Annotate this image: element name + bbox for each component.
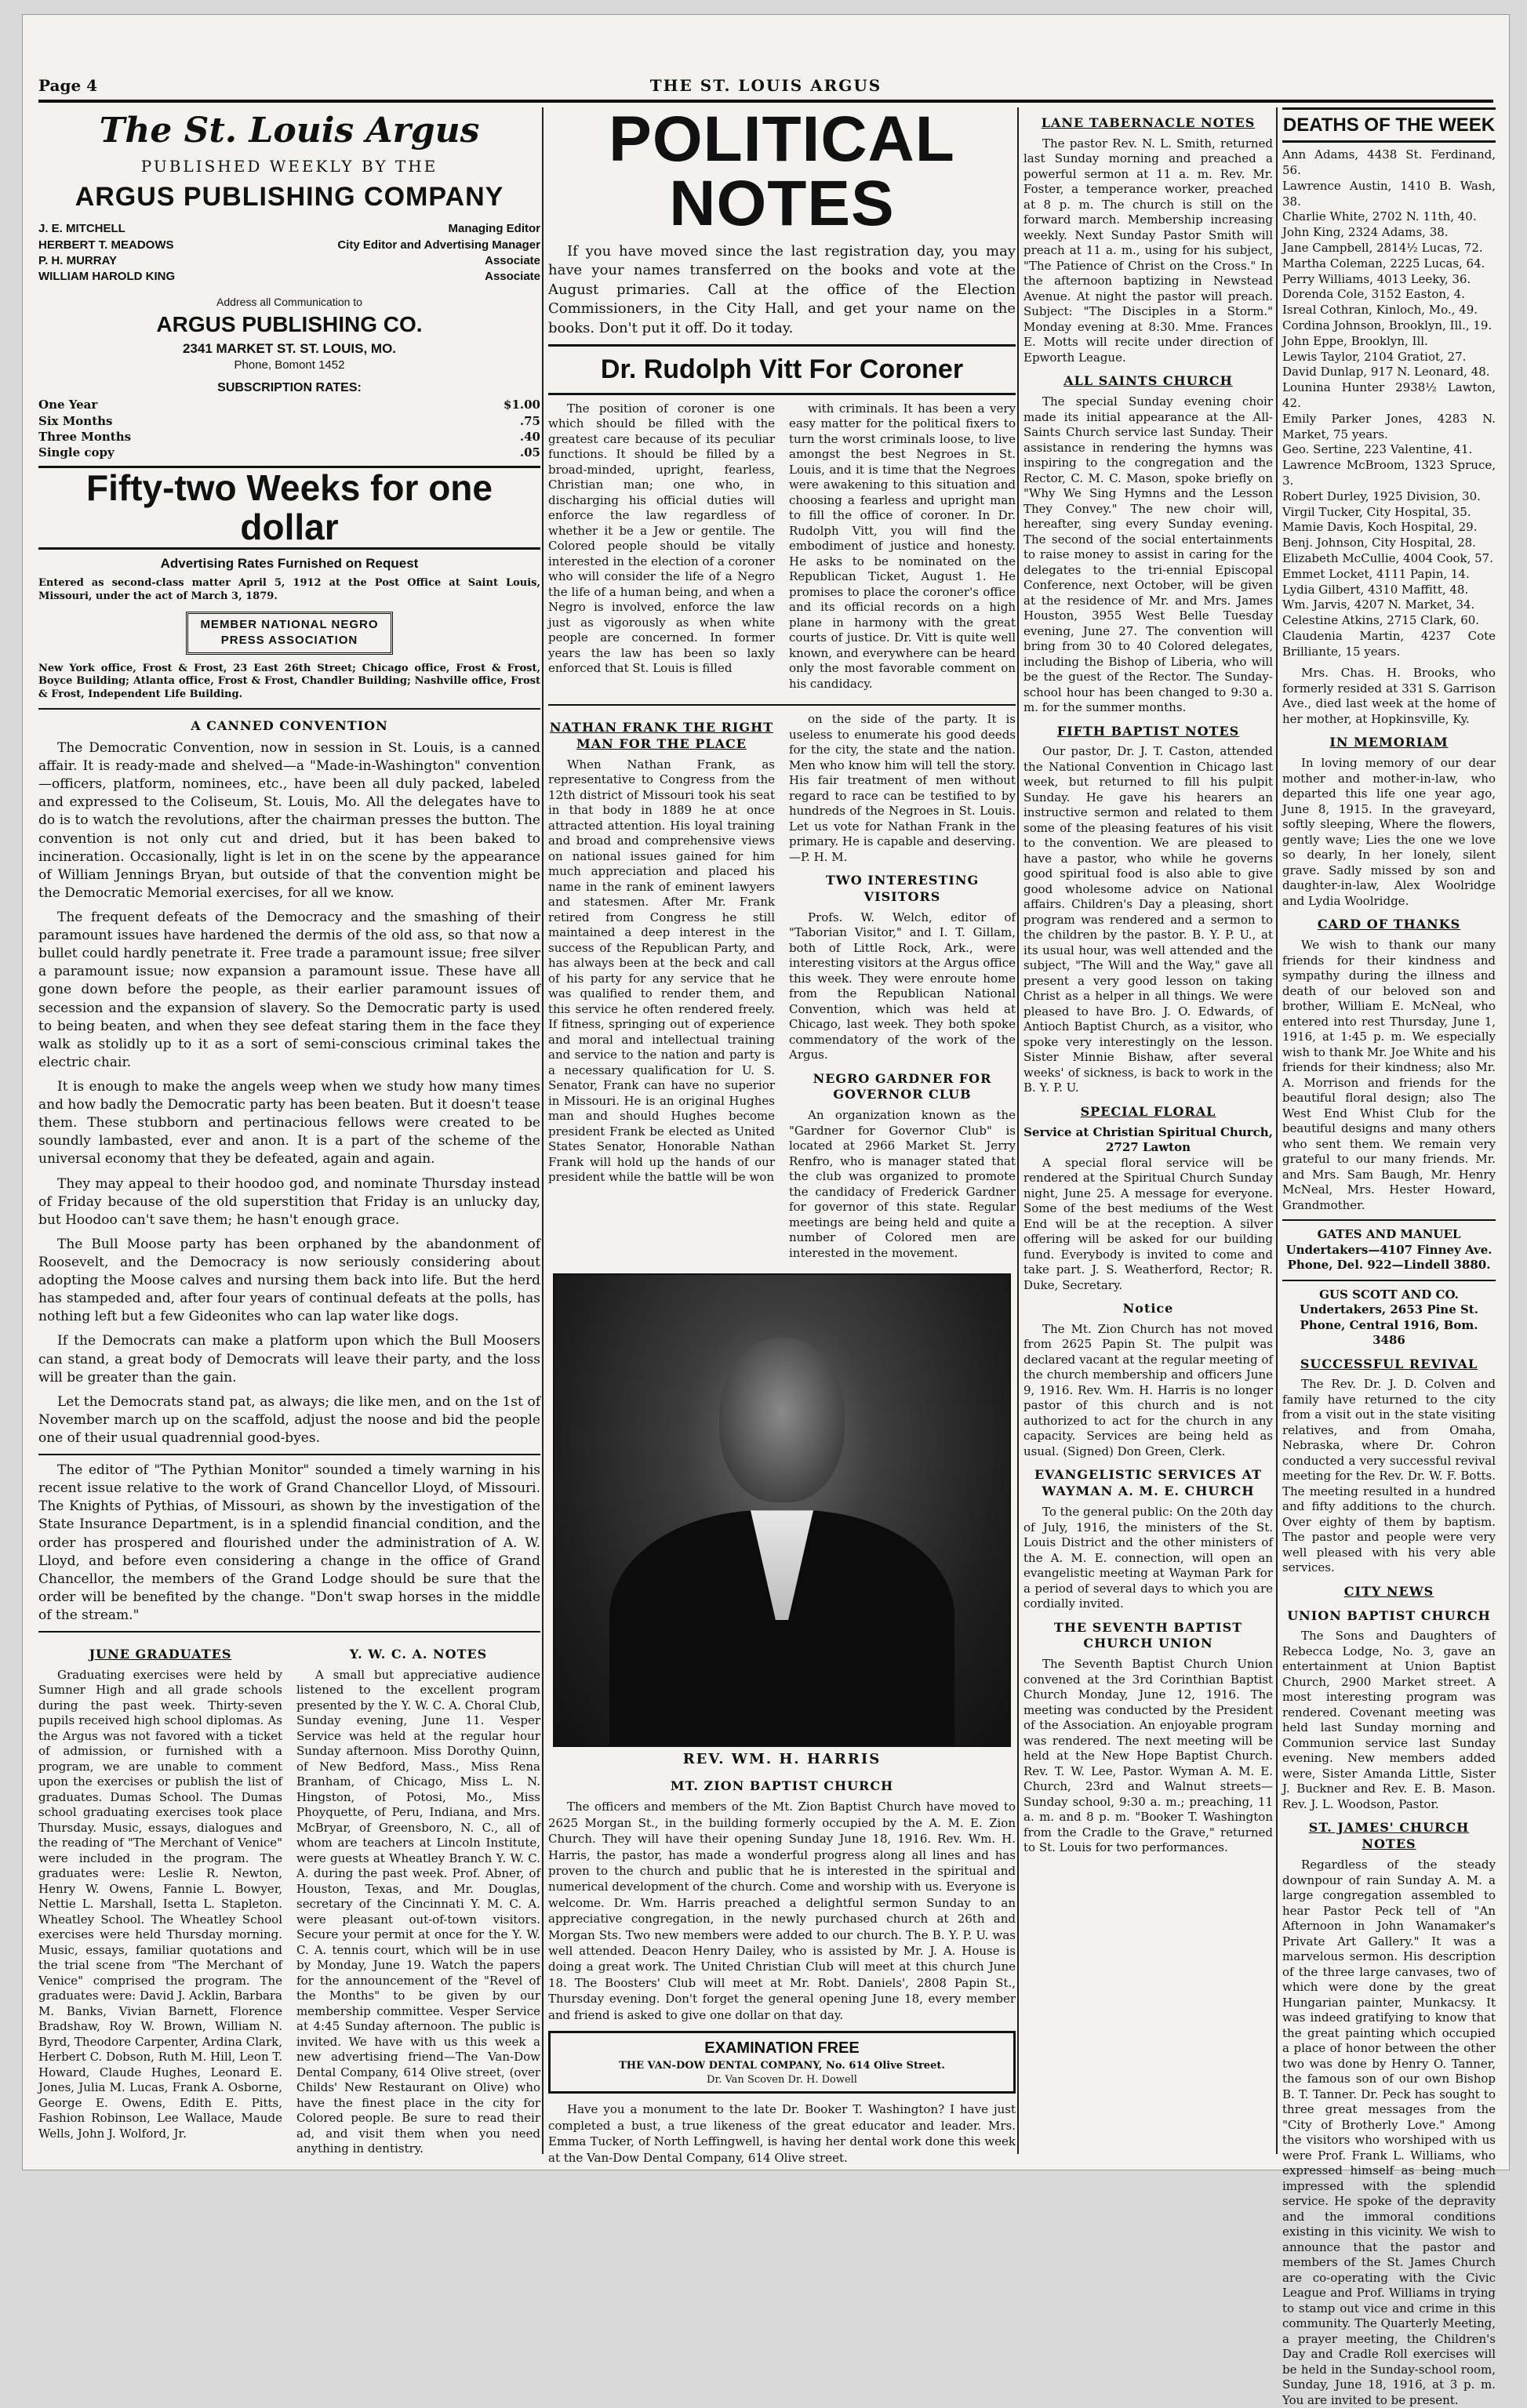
card-of-thanks-headline: CARD OF THANKS	[1317, 917, 1461, 932]
death-entry: Emmet Locket, 4111 Papin, 14.	[1282, 566, 1470, 581]
brooks-notice: Mrs. Chas. H. Brooks, who formerly resided at 331 S. Garrison Ave., died last week at the home of her mother, at Hopkinsville, Ky.	[1282, 666, 1496, 726]
editorial-paragraph: Let the Democrats stand pat, as always; die like men, and on the 1st of November march up on the scaffold, adjust the noose and bid the people one of their usual quadrennial good-byes.	[38, 1393, 540, 1446]
editorial-paragraph: If the Democrats can make a platform upon which the Bull Moosers can stand, a great body of Democrats will leave their party, and the loss will be greater than the gain.	[38, 1333, 540, 1386]
death-entry: Lounina Hunter 2938½ Lawton, 42.	[1282, 380, 1496, 410]
offices-note: New York office, Frost & Frost, 23 East 26th Street; Chicago office, Frost & Frost, Boyce Building; Atlanta office, Frost & Frost, Chandler Building; Nashville office, Frost & Frost, Independent Life Building.	[38, 662, 540, 701]
ywca-notes-headline: Y. W. C. A. NOTES	[349, 1647, 488, 1662]
rate-row: One Year $1.00	[38, 398, 540, 412]
union-baptist-text: The Sons and Daughters of Rebecca Lodge, No. 3, gave an entertainment at Union Baptist Church, 2900 Market street. A most interesting program was rendered. Covenant meeting was held last Sunday morning and Communion service last Sunday evening. New members added were, Sister Amanda Little, Sister J. Buckner and Rev. E. B. Mason. Rev. J. L. Woodson, Pastor.	[1282, 1629, 1496, 1811]
death-entry: Virgil Tucker, City Hospital, 35.	[1282, 504, 1471, 519]
death-entry: Lydia Gilbert, 4310 Maffitt, 48.	[1282, 582, 1469, 597]
evangelistic-text: To the general public: On the 20th day of July, 1916, the ministers of the St. Louis District and the other ministers of the A. M. E. connection, will open an evangelistic meeting at Wayman Park for a period of several days to which you are cordially invited.	[1023, 1505, 1273, 1611]
all-saints-text: The special Sunday evening choir made its initial appearance at the All-Saints Church service last Sunday. Their assistance in rendering the hymns was inspiring to the congregation and the Rector, C. M. C. Mason, spoke briefly on "Why We Sing Hymns and the Lesson They Convey." The new choir will, hereafter, sing every Sunday evening. The second of the social entertainments to raise money to assist in caring for the delegates to the tri-ennial Episcopal Conference, next October, will be given at the residence of Mr. and Mrs. James Houston, 3955 West Belle Tuesday evening, June 27. The convention will bring from 30 to 40 Colored delegates, including the Bishop of Liberia, who will be the guest of the Rector. The Sunday-school hour has been changed to 9:30 a. m. for the summer months.	[1023, 394, 1273, 715]
editorial-paragraph: It is enough to make the angels weep when we study how many times and how badly the Democratic party has been beaten. But it doesn't tease them. These stubborn and pertinacious fellows were created to be soundly lambasted, ever and anon. It is a part of the scheme of the universal economy that they be defeated, again and again.	[38, 1078, 540, 1168]
lane-tabernacle-text: The pastor Rev. N. L. Smith, returned last Sunday morning and preached a powerful sermon at 11 a. m. Rev. Mr. Foster, a temperance worker, preached at 8 p. m. The church is still on the forward march. Membership increasing weekly. Next Sunday Pastor Smith will preach at 11 a. m., using for his subject, "The Patience of Christ on the Cross." In the afternoon baptizing in Newstead Avenue. At night the pastor will preach. Subject: "The Disciples in a Storm." Monday evening at 8:30. Mme. Frances E. Motts will recite under direction of Epworth League.	[1023, 136, 1273, 365]
st-james-headline: ST. JAMES' CHURCH NOTES	[1308, 1820, 1470, 1852]
column-church-notes	[1023, 107, 1273, 2152]
ad-people: Dr. Van Scoven Dr. H. Dowell	[707, 2073, 857, 2086]
all-saints-headline: ALL SAINTS CHURCH	[1063, 373, 1233, 389]
staff-list	[38, 221, 540, 285]
portrait-face	[719, 1338, 845, 1502]
rate-row: Six Months .75	[38, 413, 540, 428]
frank-text: When Nathan Frank, as representative to Congress from the 12th district of Missouri took his seat in that body in 1889 he at once attracted attention. His loyal training and broad and comprehensive views on national issues gained for him much appreciation and placed his name in the rank of eminent lawyers and statesmen. After Mr. Frank retired from Congress he still maintained a deep interest in the success of the Republican Party, and has always been at the beck and call of his party for any service that he was qualified to render them, and this service he often rendered freely. If fitness, springing out of experience and moral and intellectual training and service to the nation and party is a necessary qualification for U. S. Senator, Frank can have no superior in Missouri. He is an original Hughes man and should Hughes become president Frank be elected as United States Senator, Honorable Nathan Frank will hold up the hands of our president while the battle will be won	[548, 757, 775, 1185]
frank-headline: NATHAN FRANK THE RIGHT MAN FOR THE PLACE	[549, 720, 774, 751]
death-entry: Charlie White, 2702 N. 11th, 40.	[1282, 209, 1477, 224]
june-graduates-text: Graduating exercises were held by Sumner High and all grade schools during the past week. Thirty-seven pupils received high school diplomas. As the Argus was not favored with a ticket of admission, or furnished with a program, we are unable to comment upon the exercises or publish the list of graduates. Dumas School. The Dumas school graduating exercises took place Thursday. Music, essays, dialogues and the reading of "The Merchant of Venice" were included in the program. The graduates were: Leslie R. Newton, Henry W. Owens, Fannie L. Bowyer, Nettie L. Marshall, Isetta L. Stapleton. Wheatley School. The Wheatley School exercises were held Thursday morning. Music, essays, familiar quotations and the trial scene from "The Merchant of Venice" comprised the program. The graduates were: David J. Acklin, Barbara M. Banks, Vivian Barnett, Florence Bradshaw, Roy W. Brown, William N. Byrd, Theodore Carpenter, Ardina Clark, Herbert C. Dobson, Ruth M. Hill, Leon T. Howard, Claude Hughes, Leonard E. Jones, Julia M. Lucas, Frank A. Osborne, George E. Owens, Edith E. Pitts, Fashion Robinson, Lee Wallace, Maude Wells, John J. Wolford, Jr.	[38, 1667, 282, 2141]
staff-row: J. E. MITCHELL Managing Editor	[38, 222, 540, 236]
divider	[38, 1631, 540, 1633]
divider	[548, 704, 1016, 706]
st-james-text: Regardless of the steady downpour of rain Sunday A. M. a large congregation assembled to hear Pastor Peck tell of "An Afternoon in John Wanamaker's Private Art Gallery." It was a marvelous sermon. His description of the three large canvases, two of which were done by the great Hungarian painter, Munkacsy. It was indeed gratifying to know that the great painting which occupied a place of honor between the other two was done by Henry O. Tanner, the famous son of our own Bishop B. T. Tanner. Dr. Peck has sought to three great messages from the "City of Brotherly Love." Among the visitors who worshiped with us were Prof. Frank L. Williams, who expressed himself as being much impressed with the splendid service. He spoke of the depravity and the immoral conditions existing in this vicinity. We wish to announce that the pastor and members of the St. James Church are co-operating with the Civic League and Prof. Williams in trying to stamp out vice and crime in this community. The Quarterly Meeting, a prayer meeting, the Children's Day and Cradle Roll exercises will be held in the Sunday-school room, Sunday, June 18, 1916, at 3 p. m. You are invited to be present.	[1282, 1858, 1496, 2407]
frank-and-visitors	[548, 712, 1016, 1267]
death-entry: Jane Campbell, 2814½ Lucas, 72.	[1282, 240, 1483, 255]
fifth-baptist-text: Our pastor, Dr. J. T. Caston, attended the National Convention in Chicago last week, but returned to fill his pulpit Sunday. He gave his hearers an instructive sermon and related to them some of the pleasing features of his visit to the convention. We are pleased to have a pastor, who while he governs good spiritual food is also able to give good wholesome advice on National affairs. Children's Day a pleasing, short program was rendered and a sermon to the children by the pastor. B. Y. P. U., at its usual hour, was well attended and the subject, "The Will and the Way," gave all present a very good lesson on taking Christ as a helper in all things. We were pleased to have Bro. J. O. Edwards, of Antioch Baptist Church, as a visitor, who spoke very interestingly on the lesson. Sister Minnie Bishaw, after several weeks' of sickness, is back to work in the B. Y. P. U.	[1023, 744, 1273, 1095]
published-line: PUBLISHED WEEKLY BY THE	[140, 156, 438, 176]
ywca-notes-text: A small but appreciative audience listened to the excellent program presented by the Y. W. C. A. Choral Club, Sunday evening, June 11. Vesper Service was held at the regular hour Sunday afternoon. Miss Dorothy Quinn, of New Bedford, Mass., Miss Rena Branham, of Chicago, Miss L. N. Hingston, of Potosi, Mo., Miss Phoyquette, of Peru, Indiana, and Mrs. McBryar, of Greensboro, N. C., all of whom are teachers at Lincoln Institute, were guests at Wheatley Branch Y. W. C. A. during the past week. Prof. Abner, of Houston, Texas, and Mr. Douglas, secretary of the Cincinnati Y. M. C. A. were pleasant out-of-town visitors. Secure your permit at once for the Y. W. C. A. tennis court, which will be in use by Monday, June 19. Watch the papers for the announcement of the "Revel of the Months" to be given by our membership committee. Vesper Service at 4:45 Sunday afternoon. The public is invited. We have with us this week a new advertising friend—The Van-Dow Dental Company, 614 Olive street, (over Childs' New Restaurant on Olive) who have the finest place in the city for Colored people. Be sure to read their ad, and visit them when you need anything in dentistry.	[296, 1667, 540, 2156]
death-entry: John Eppe, Brooklyn, Ill.	[1282, 333, 1428, 348]
death-entry: Cordina Johnson, Brooklyn, Ill., 19.	[1282, 318, 1492, 332]
dental-ad	[548, 2031, 1016, 2094]
death-entry: Ann Adams, 4438 St. Ferdinand, 56.	[1282, 147, 1496, 177]
running-title: THE ST. LOUIS ARGUS	[649, 76, 882, 95]
death-entry: Emily Parker Jones, 4283 N. Market, 75 years.	[1282, 411, 1496, 441]
death-entry: Celestine Atkins, 2715 Clark, 60.	[1282, 613, 1480, 628]
death-entry: John King, 2324 Adams, 38.	[1282, 225, 1449, 240]
deaths-list	[1282, 147, 1496, 659]
running-head	[38, 76, 1493, 103]
seventh-baptist-headline: THE SEVENTH BAPTIST CHURCH UNION	[1053, 1619, 1243, 1651]
death-entry: David Dunlap, 917 N. Leonard, 48.	[1282, 365, 1490, 380]
entered-note: Entered as second-class matter April 5, 1912 at the Post Office at Saint Louis, Missouri, under the act of March 3, 1879.	[38, 577, 540, 602]
publisher-name: ARGUS PUBLISHING COMPANY	[75, 182, 504, 212]
slogan: Fifty-two Weeks for one dollar	[38, 466, 540, 550]
gardner-text: An organization known as the "Gardner for Governor Club" is located at 2966 Market St. Jerry Renfro, who is manager stated that the club was organized to promote the candidacy of Frederick Gardner for governor of this state. Regular meetings are being held and quite a number of Colored men are interested in the movement.	[789, 1108, 1016, 1260]
column-masthead-editorial	[38, 107, 540, 2156]
revival-headline: SUCCESSFUL REVIVAL	[1300, 1356, 1478, 1371]
death-entry: Benj. Johnson, City Hospital, 28.	[1282, 536, 1476, 550]
notice-text: The Mt. Zion Church has not moved from 2625 Papin St. The pulpit was declared vacant at the regular meeting of the church membership and officers June 9, 1916. Rev. Wm. H. Harris is no longer pastor of this church and is not authorized to act for the church in any capacity. Services are being held as usual. (Signed) Don Green, Clerk.	[1023, 1321, 1273, 1458]
portrait-photo	[553, 1273, 1011, 1747]
paper-nameplate: The St. Louis Argus	[99, 111, 480, 151]
staff-row: WILLIAM HAROLD KING Associate	[38, 270, 540, 284]
special-floral-headline: SPECIAL FLORAL	[1080, 1103, 1216, 1119]
death-entry: Mamie Davis, Koch Hospital, 29.	[1282, 520, 1478, 535]
vitt-text-left: The position of coroner is one which should be filled with the greatest care because of its peculiar functions. It should be filled by a broad-minded, upright, fearless, Christian man; one who, in discharging his official duties will enforce the law regardless of whether it be a Jew or gentile. The Colored people should be vitally interested in the election of a coroner who will consider the life of a Negro the life of a human being, and when a Negro is involved, enforce the law just as vigorously as when white people are concerned. In former years the law has been so laxly enforced that St. Louis is filled	[548, 401, 775, 676]
ad-company: THE VAN-DOW DENTAL COMPANY, No. 614 Olive Street.	[619, 2060, 945, 2072]
divider	[1282, 1219, 1496, 1221]
death-entry: Lewis Taylor, 2104 Gratiot, 27.	[1282, 349, 1467, 364]
rates-table	[38, 397, 540, 461]
death-entry: Geo. Sertine, 223 Valentine, 41.	[1282, 442, 1473, 457]
death-entry: Robert Durley, 1925 Division, 30.	[1282, 489, 1481, 503]
divider	[38, 1454, 540, 1455]
editorial-headline: A CANNED CONVENTION	[191, 718, 388, 734]
column-political	[548, 104, 1016, 2165]
column-rule	[1276, 107, 1278, 2154]
editorial-paragraph: The frequent defeats of the Democracy and the smashing of their paramount issues have hardened the dermis of the old ass, so that now a bullet could hardly penetrate it. Free trade a paramount issue; free silver a paramount issue; now expansion a paramount issue. These have all gone down before the people, as their earlier paramount issues of secession and the expansion of slavery. So the Democratic party is used to being beaten, and when they see defeat staring them in the face they walk as stolidly up to it as a sort of semi-conscious criminal takes the electric chair.	[38, 910, 540, 1070]
divider	[1282, 1280, 1496, 1281]
death-entry: Elizabeth McCullie, 4004 Cook, 57.	[1282, 550, 1493, 565]
masthead	[38, 107, 540, 215]
death-entry: Claudenia Martin, 4237 Cote Brilliante, 15 years.	[1282, 628, 1496, 659]
lane-tabernacle-headline: LANE TABERNACLE NOTES	[1041, 115, 1256, 130]
vitt-text-right: with criminals. It has been a very easy matter for the political fixers to turn the worst criminals loose, to live amongst the best Negroes in St. Louis, and it is time that the Negroes were awakening to this situation and choosing a fearless and upright man to fill the office of coroner. In Dr. Rudolph Vitt, you will find the embodiment of justice and honesty. He asks to be nominated on the Republican Ticket, August 1. He promises to place the coroner's office and its official records on a high plane in harmony with the great courts of justice. Dr. Vitt is quite well known, and everywhere can be heard only the most favorable comment on his candidacy.	[789, 401, 1016, 691]
column-deaths-notices	[1282, 107, 1496, 2407]
zion-headline: MT. ZION BAPTIST CHURCH	[670, 1778, 894, 1793]
death-entry: Lawrence Austin, 1410 B. Wash, 38.	[1282, 178, 1496, 209]
political-intro: If you have moved since the last registration day, you may have your names transferred on the books and vote at the August primaries. Call at the office of the Election Commissioners, in the City Hall, and get your name on the books. Don't put it off. Do it today.	[548, 243, 1016, 336]
editorial-paragraph: The editor of "The Pythian Monitor" sounded a timely warning in his recent issue relative to the work of Grand Chancellor Lloyd, of Missouri. The Knights of Pythias, of Missouri, as shown by the investigation of the State Insurance Department, is in a splendid financial condition, and the order has prospered and flourished under the administration of A. W. Lloyd, and before even considering a change in the office of Grand Chancellor, the members of the Grand Lodge should be sure that the order will be benefited by the change. "Don't swap horses in the middle of the stream."	[38, 1462, 540, 1623]
memoriam-text: In loving memory of our dear mother and mother-in-law, who departed this life one year ago, June 8, 1915. In the graveyard, softly sleeping, Where the flowers, gently wave; Lies the one we love so dearly, In her lonely, silent grave. Sadly missed by son and daughter-in-law, Alex Woolridge and Lydia Woolridge.	[1282, 756, 1496, 908]
death-entry: Lawrence McBroom, 1323 Spruce, 3.	[1282, 458, 1496, 488]
vitt-headline: Dr. Rudolph Vitt For Coroner	[548, 344, 1016, 394]
column-rule	[542, 107, 544, 2154]
seventh-baptist-text: The Seventh Baptist Church Union convened at the 3rd Corinthian Baptist Church Monday, June 12, 1916. The meeting was conducted by the President of the Association. An enjoyable program was rendered. The next meeting will be held at the New Hope Baptist Church. Rev. T. W. Lee, Pastor. Wyman A. M. E. Church, 23rd and Walnut streets—Sunday school, 9:30 a. m.; preaching, 11 a. m. and 8 p. m. "Booker T. Washington from the Cradle to the Grave," returned to St. Louis for two performances.	[1023, 1657, 1273, 1855]
memoriam-headline: IN MEMORIAM	[1329, 735, 1449, 750]
frank-text-continued: on the side of the party. It is useless to enumerate his good deeds for the city, the state and the nation. Men who know him will tell the story. His fair treatment of men without regard to race can be testified to by hundreds of the Negroes in St. Louis. Let us vote for Nathan Frank in the primary. He is capable and deserving.—P. H. M.	[789, 712, 1016, 864]
visitors-headline: TWO INTERESTING VISITORS	[825, 873, 980, 904]
press-association-badge: MEMBER NATIONAL NEGRO PRESS ASSOCIATION	[186, 612, 393, 655]
card-of-thanks-text: We wish to thank our many friends for their kindness and sympathy during the illness and death of our beloved son and brother, William E. McNeal, who entered into rest Thursday, June 1, 1916, at 1:45 p. m. We especially wish to thank Mr. Joe White and his friends for their kindness; also Mr. A. Morrison and friends for the beautiful floral design; also The West End Whist Club for the beautiful designs and many others who sent them. We remain very grateful to our many friends. Mr. and Mrs. Sam Baugh, Mr. Henry McNeal, Mrs. Hester Howard, Grandmother.	[1282, 938, 1496, 1212]
editorial-paragraph: They may appeal to their hoodoo god, and nominate Thursday instead of Friday because of the old superstition that Friday is an unlucky day, but Hoodoo can't save them; he hasn't enough grace.	[38, 1175, 540, 1228]
editorial-paragraph: The Bull Moose party has been orphaned by the abandonment of Roosevelt, and the Democracy is now seriously considering about adopting the Moose calves and nursing them back into life. But the herd has stampeded and, after four years of continual defeats at the polls, has nothing left but a few Gideonites who can lap water like dogs.	[38, 1236, 540, 1325]
june-graduates-headline: JUNE GRADUATES	[89, 1647, 232, 1662]
address-street: 2341 MARKET ST. ST. LOUIS, MO.	[182, 340, 397, 356]
ywca-notes-article	[296, 1639, 540, 2163]
death-entry: Wm. Jarvis, 4207 N. Market, 34.	[1282, 597, 1475, 612]
two-column-notes	[38, 1639, 540, 2163]
death-entry: Dorenda Cole, 3152 Easton, 4.	[1282, 287, 1465, 302]
death-entry: Martha Coleman, 2225 Lucas, 64.	[1282, 256, 1485, 271]
address-phone: Phone, Bomont 1452	[234, 358, 345, 372]
vitt-article	[548, 401, 1016, 699]
death-entry: Perry Williams, 4013 Leeky, 36.	[1282, 271, 1471, 286]
special-floral-subhead: Service at Christian Spiritual Church, 2727 Lawton	[1023, 1124, 1273, 1155]
zion-text: The officers and members of the Mt. Zion Baptist Church have moved to 2625 Morgan St., in the building formerly occupied by the A. M. E. Zion Church. They will have their opening Sunday June 18, 1916. Rev. Wm. H. Harris, the pastor, has made a wonderful progress along all lines and has proven to the church and public that he is interested in the spiritual and numerical development of the church. Come and worship with us. Everyone is welcome. Dr. Wm. Harris preached a delightful sermon Sunday to an appreciative congregation, in the newly purchased church at 26th and Morgan Sts. Two new members were added to our church. The B. Y. P. U. was well attended. Deacon Henry Dailey, who is assisted by Mr. J. A. House is doing a great work. The United Christian Club will meet at this church June 18. The Boosters' Club will meet at Mr. Robt. Daniels', 2808 Papin St., Thursday evening. Don't forget the general opening June 18, every member and friend is asked to give one dollar on that day.	[548, 1800, 1016, 2022]
notice-headline: Notice	[1122, 1301, 1174, 1317]
editorial-paragraph: The Democratic Convention, now in session in St. Louis, is a canned affair. It is ready-made and shelved—a "Made-in-Washington" convention—officers, platform, nominees, etc., have been all duly packed, labeled and expressed to the Coliseum, St. Louis, Mo. All the delegates have to do is to watch the revolutions, after the chairman presses the button. The convention is not only cut and dried, but it has been baked to incineration. Occasionally, light is let in on the scene by the appearance of William Jennings Bryan, but outside of that the convention might be the Democratic Memorial exercises, for all we know.	[38, 740, 540, 901]
gus-scott-ad: GUS SCOTT AND CO. Undertakers, 2653 Pine St. Phone, Central 1916, Bom. 3486	[1300, 1287, 1478, 1348]
portrait-caption: REV. WM. H. HARRIS	[682, 1751, 882, 1768]
page-number: Page 4	[38, 76, 98, 95]
column-rule	[1017, 107, 1019, 2154]
city-news-headline: CITY NEWS	[1343, 1583, 1434, 1599]
revival-text: The Rev. Dr. J. D. Colven and family have returned to the city from a visit out in the state visiting relatives, and from Omaha, Nebraska, where Dr. Cohron conducted a very successful revival meeting for the Rev. Dr. W. F. Botts. The meeting resulted in a hundred and fifty additions to the church. Over eighty of them by baptism. The pastor and people were very well pleased with his very able services.	[1282, 1377, 1496, 1575]
ad-title: EXAMINATION FREE	[704, 2039, 860, 2057]
gardner-headline: NEGRO GARDNER FOR GOVERNOR CLUB	[813, 1070, 992, 1102]
monument-text: Have you a monument to the late Dr. Booker T. Washington? I have just completed a bust, a true likeness of the great educator and leader. Mrs. Emma Tucker, of North Leffingwell, is having her dental work done this week at the Van-Dow Dental Company, 614 Olive street.	[548, 2102, 1016, 2165]
advertising-note: Advertising Rates Furnished on Request	[160, 555, 419, 571]
rate-row: Three Months .40	[38, 429, 540, 444]
staff-row: P. H. MURRAY Associate	[38, 254, 540, 268]
rate-row: Single copy .05	[38, 445, 540, 460]
deaths-headline: DEATHS OF THE WEEK	[1282, 107, 1496, 143]
rates-title: SUBSCRIPTION RATES:	[217, 381, 362, 395]
fifth-baptist-headline: FIFTH BAPTIST NOTES	[1056, 723, 1240, 739]
union-baptist-headline: UNION BAPTIST CHURCH	[1287, 1607, 1491, 1623]
political-notes-title: POLITICAL NOTES	[609, 104, 955, 239]
gates-manuel-ad: GATES AND MANUEL Undertakers—4107 Finney Ave. Phone, Del. 922—Lindell 3880.	[1285, 1227, 1492, 1273]
special-floral-text: A special floral service will be rendered at the Spiritual Church Sunday night, June 25. A message for everyone. Some of the best mediums of the West End will be at the reception. A silver offering will be asked for our building fund. Everybody is invited to come and take part. J. S. Weatherford, Rector; R. Duke, Secretary.	[1023, 1155, 1273, 1292]
staff-row: HERBERT T. MEADOWS City Editor and Advertising Manager	[38, 238, 540, 252]
address-company: ARGUS PUBLISHING CO.	[156, 311, 423, 336]
newspaper-page	[22, 14, 1510, 2407]
divider	[38, 708, 540, 710]
death-entry: Isreal Cothran, Kinloch, Mo., 49.	[1282, 303, 1478, 318]
evangelistic-headline: EVANGELISTIC SERVICES AT WAYMAN A. M. E. CHURCH	[1034, 1467, 1263, 1499]
visitors-text: Profs. W. Welch, editor of "Taborian Visitor," and I. T. Gillam, both of Little Rock, Ark., were interesting visitors at the Argus office this week. They were enroute home from the Republican National Convention, which was held at Chicago, last week. They both spoke commendatory of the work of the Argus.	[789, 910, 1016, 1062]
june-graduates-article	[38, 1639, 282, 2163]
address-block: Address all Communication to ARGUS PUBLISHING CO. 2341 MARKET ST. ST. LOUIS, MO. Phone, Bomont 1452 SUBSCRIPTION RATES:	[38, 295, 540, 397]
